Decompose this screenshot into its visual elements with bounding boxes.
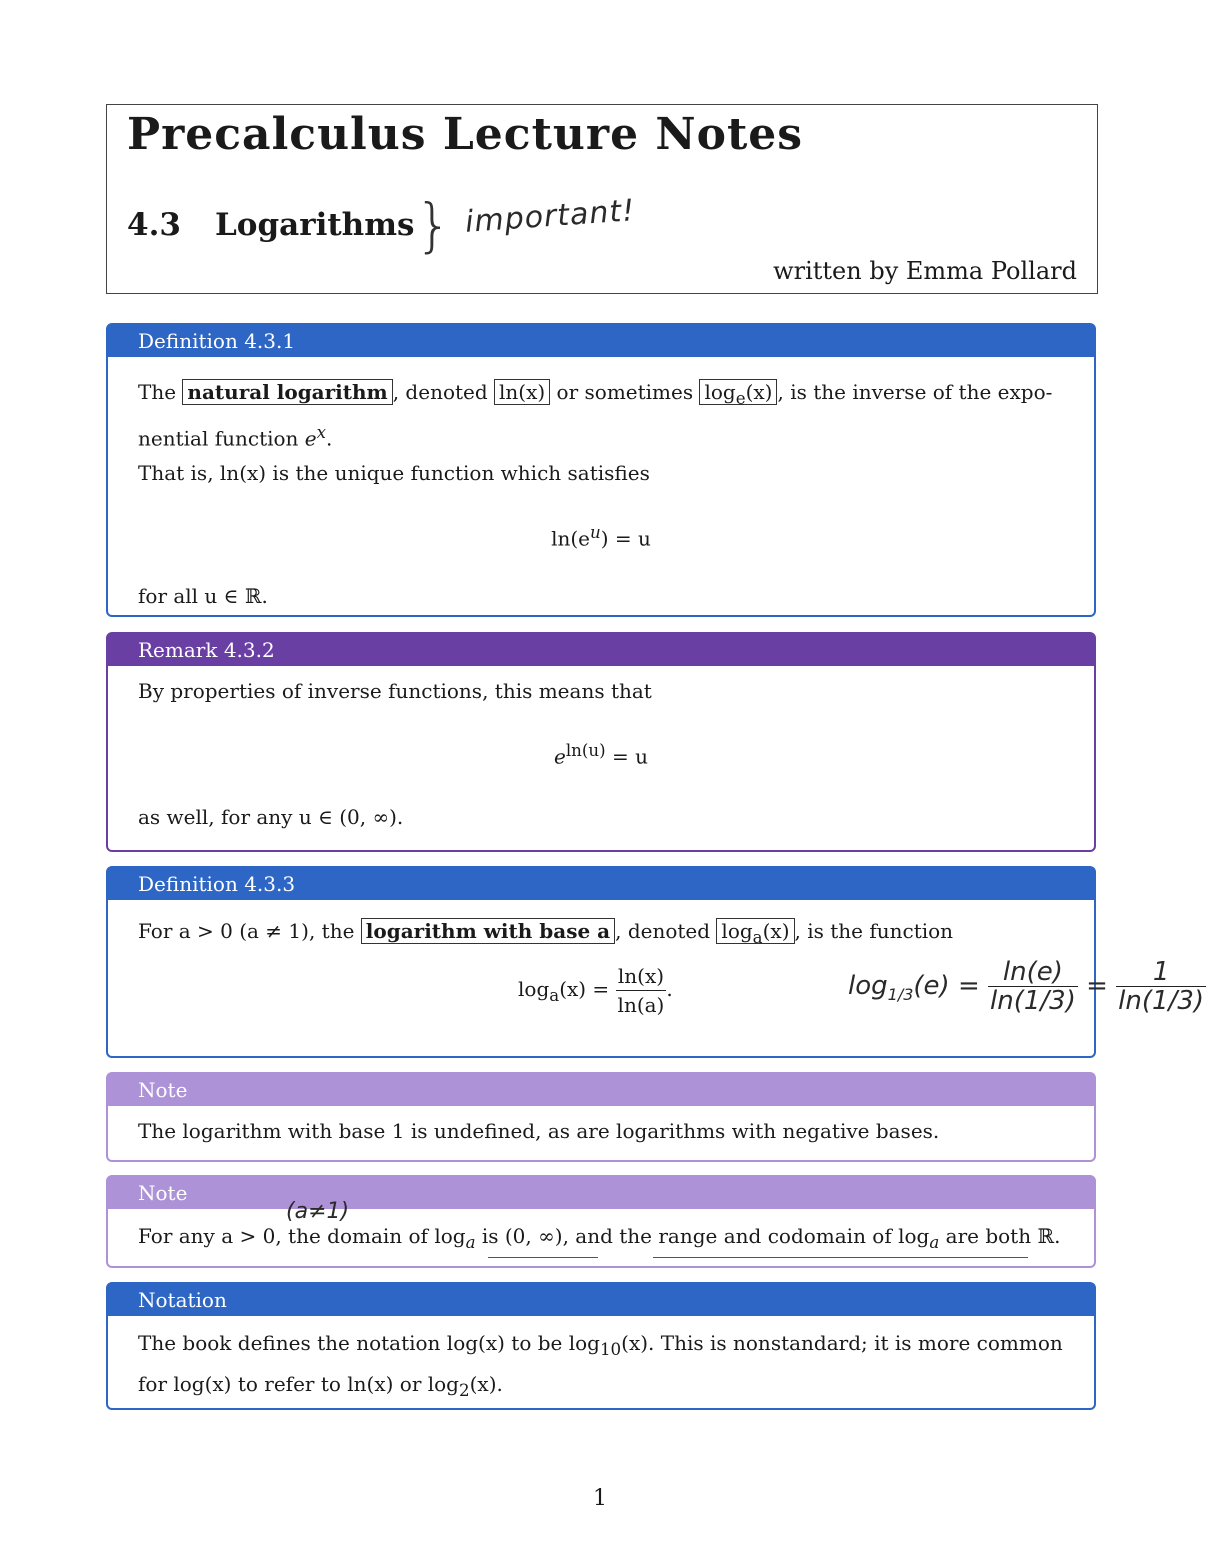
remark-box-4-3-2 [106, 632, 1096, 852]
notation-heading: Notation [108, 1284, 1094, 1316]
subscript: a [465, 1233, 476, 1252]
log-word: log [704, 380, 736, 404]
text-fragment: The book defines the notation log(x) to be log [138, 1331, 600, 1355]
log-word: log [721, 919, 753, 943]
remark-body [108, 666, 1094, 834]
remark-footer: as well, for any u ∈ (0, ∞). [138, 804, 404, 829]
term-natural-logarithm: natural logarithm [182, 379, 392, 405]
symbol-log-a [716, 918, 794, 947]
text-fragment: or sometimes [550, 380, 700, 404]
curly-brace: } [415, 191, 452, 259]
text-fragment: for log(x) to refer to ln(x) or log [138, 1372, 459, 1396]
equation-e-ln-u [138, 734, 1064, 774]
euler-e: e [304, 426, 317, 451]
section-number: 4.3 [127, 207, 181, 243]
eq-part: ) = u [600, 526, 651, 551]
text-fragment: (x). [469, 1372, 503, 1396]
remark-heading: Remark 4.3.2 [108, 634, 1094, 666]
note-heading: Note [108, 1177, 1094, 1209]
text-fragment: , is the function [794, 919, 954, 943]
definition-heading: Definition 4.3.3 [108, 868, 1094, 900]
handwritten-a-not-1: (a≠1) [286, 1199, 350, 1224]
page-title: Precalculus Lecture Notes [127, 109, 804, 160]
definition-body [108, 357, 1094, 613]
text-fragment: is (0, ∞), and the range and codomain of log [475, 1224, 930, 1248]
hand-numerator: ln(e) [988, 958, 1078, 987]
note-text: The logarithm with base 1 is undefined, as are logarithms with negative bases. [138, 1119, 940, 1143]
subscript: a [752, 928, 763, 947]
hand-denominator: ln(1/3) [1118, 986, 1205, 1016]
text-fragment: The [138, 380, 183, 404]
eq-part: = u [605, 744, 648, 769]
eq-subscript: a [549, 986, 560, 1005]
text-fragment: are both ℝ. [939, 1224, 1061, 1248]
subscript: 2 [459, 1381, 470, 1400]
eq-part: ln(e [551, 526, 591, 551]
hand-part: log [848, 971, 888, 1001]
definition-text [138, 375, 1064, 416]
fraction [616, 962, 667, 1019]
hand-part: (e) = [913, 971, 980, 1001]
hand-denominator: ln(1/3) [990, 986, 1076, 1016]
eq-superscript: u [590, 522, 601, 542]
hand-fraction [988, 958, 1078, 1015]
author-line: written by Emma Pollard [773, 257, 1077, 285]
log-argument: (x) [762, 919, 790, 943]
equation-ln-e-u [138, 516, 1064, 556]
definition-text-line3: That is, ln(x) is the unique function which satisfies [138, 460, 650, 485]
text-fragment: (x). This is nonstandard; it is more common [621, 1331, 1063, 1355]
handwritten-example [848, 958, 1206, 1015]
notation-line-2 [138, 1367, 1064, 1408]
pen-underline [488, 1257, 598, 1258]
log-argument: (x) [745, 380, 773, 404]
hand-subscript: 1/3 [887, 985, 914, 1005]
pen-underline [653, 1257, 913, 1258]
text-fragment: nential function [138, 426, 305, 451]
notation-line-1 [138, 1326, 1064, 1367]
notation-box [106, 1282, 1096, 1410]
title-box [106, 104, 1098, 294]
superscript: x [316, 423, 327, 442]
subscript: e [735, 389, 746, 408]
definition-text [138, 914, 1064, 955]
note-box-base-1 [106, 1072, 1096, 1162]
hand-part: = [1086, 971, 1108, 1001]
note-body [108, 1199, 1094, 1260]
section-title: Logarithms [215, 207, 415, 243]
hand-numerator: 1 [1116, 958, 1206, 987]
text-fragment: , denoted [615, 919, 717, 943]
numerator: ln(x) [616, 962, 667, 991]
remark-text: By properties of inverse functions, this means that [138, 679, 652, 703]
page-number: 1 [593, 1486, 607, 1511]
text-fragment: For a > 0 (a ≠ 1), the [138, 919, 361, 943]
eq-part: . [666, 977, 673, 1001]
definition-text-line2 [138, 416, 1064, 456]
eq-part: (x) = [559, 977, 616, 1001]
definition-body [108, 900, 1205, 1017]
term-logarithm-with-base: logarithm with base a [361, 918, 615, 944]
eq-part: log [518, 977, 550, 1001]
text-fragment: . [326, 426, 333, 451]
eq-superscript: ln(u) [565, 741, 606, 760]
subscript: a [929, 1233, 940, 1252]
definition-box-4-3-3 [106, 866, 1205, 1058]
equation-change-of-base [518, 962, 673, 1019]
denominator: ln(a) [617, 993, 665, 1017]
hand-fraction [1116, 958, 1206, 1015]
symbol-ln: ln(x) [494, 379, 550, 405]
text-fragment: , denoted [392, 380, 495, 404]
note-box-domain [106, 1175, 1096, 1268]
notation-body [108, 1316, 1094, 1408]
subscript: 10 [599, 1340, 622, 1359]
definition-footer: for all u ∈ ℝ. [138, 584, 268, 609]
handwritten-important-note: important! [463, 193, 637, 240]
symbol-log-e [699, 379, 777, 408]
definition-heading: Definition 4.3.1 [108, 325, 1094, 357]
text-fragment: For any a > 0, the domain of log [138, 1224, 466, 1248]
text-fragment: , is the inverse of the expo- [777, 380, 1053, 404]
section-heading [127, 207, 414, 243]
pen-underline [898, 1257, 1028, 1258]
definition-box-4-3-1 [106, 323, 1096, 617]
eq-base: e [554, 744, 566, 769]
note-heading: Note [108, 1074, 1094, 1106]
